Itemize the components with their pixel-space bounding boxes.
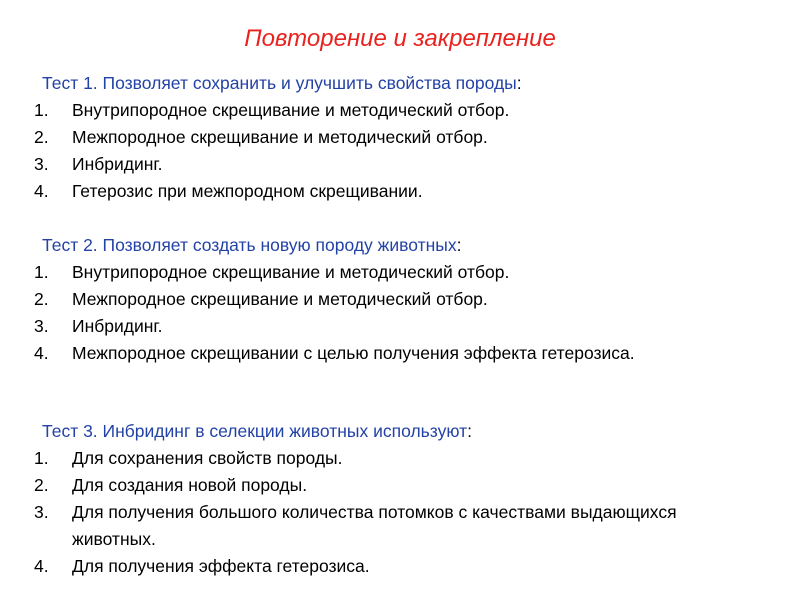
answer-item xyxy=(0,151,800,178)
question-text: Тест 1. Позволяет сохранить и улучшить свойства породы xyxy=(42,73,517,93)
test-3 xyxy=(0,418,800,580)
question-colon: : xyxy=(456,235,462,255)
test-1 xyxy=(0,70,800,205)
answer-number: 4. xyxy=(34,181,49,201)
answer-number: 1. xyxy=(34,262,49,282)
answer-text: Межпородное скрещивание и методический отбор. xyxy=(72,127,488,147)
answer-item xyxy=(0,499,800,553)
answer-list xyxy=(0,445,800,580)
answer-item xyxy=(0,553,800,580)
answer-item xyxy=(0,97,800,124)
answer-number: 3. xyxy=(34,154,49,174)
answer-text: Для создания новой породы. xyxy=(72,475,308,495)
answer-item xyxy=(0,313,800,340)
answer-text: Для получения эффекта гетерозиса. xyxy=(72,556,370,576)
page-title: Повторение и закрепление xyxy=(244,25,556,52)
answer-number: 4. xyxy=(34,343,49,363)
answer-number: 2. xyxy=(34,289,49,309)
answer-text: Для сохранения свойств породы. xyxy=(72,448,343,468)
answer-item xyxy=(0,178,800,205)
answer-number: 4. xyxy=(34,556,49,576)
answer-text: Межпородное скрещивание и методический отбор. xyxy=(72,289,488,309)
answer-item xyxy=(0,124,800,151)
answer-item xyxy=(0,472,800,499)
test-question xyxy=(42,232,800,259)
question-colon: : xyxy=(467,421,472,441)
test-question xyxy=(42,418,800,445)
answer-number: 1. xyxy=(34,100,49,120)
question-text: Тест 2. Позволяет создать новую породу животных xyxy=(42,235,457,255)
answer-text: Гетерозис при межпородном скрещивании. xyxy=(72,181,423,201)
answer-item xyxy=(0,445,800,472)
answer-number: 2. xyxy=(34,127,49,147)
answer-number: 1. xyxy=(34,448,49,468)
answer-item xyxy=(0,286,800,313)
answer-text: Внутрипородное скрещивание и методический отбор. xyxy=(72,100,510,120)
test-2 xyxy=(0,232,800,367)
answer-number: 3. xyxy=(34,316,49,336)
answer-text: Инбридинг. xyxy=(72,154,163,174)
answer-text: Межпородное скрещивании с целью получения эффекта гетерозиса. xyxy=(72,343,635,363)
answer-item xyxy=(0,340,800,367)
answer-list xyxy=(0,259,800,367)
answer-text: Инбридинг. xyxy=(72,316,163,336)
question-text: Тест 3. Инбридинг в селекции животных используют xyxy=(42,421,468,441)
test-question xyxy=(42,70,800,97)
answer-text: Для получения большого количества потомков с качествами выдающихся животных. xyxy=(72,502,677,549)
answer-text: Внутрипородное скрещивание и методический отбор. xyxy=(72,262,510,282)
question-colon: : xyxy=(516,73,522,93)
answer-item xyxy=(0,259,800,286)
answer-number: 3. xyxy=(34,502,49,522)
answer-number: 2. xyxy=(34,475,49,495)
answer-list xyxy=(0,97,800,205)
